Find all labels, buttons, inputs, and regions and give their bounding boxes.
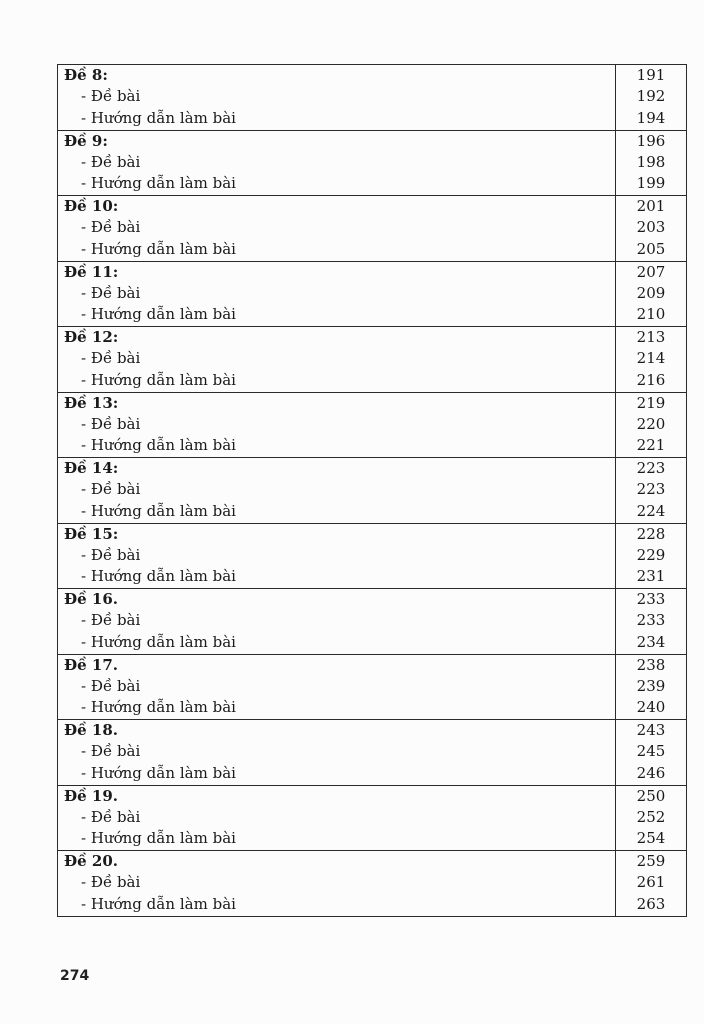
section-heading: Đề 11: [64, 262, 119, 281]
page-ref: 239 [636, 676, 666, 695]
entry-problem: - Đề bài [81, 152, 141, 171]
entry-problem: - Đề bài [81, 87, 141, 106]
section-pages [616, 65, 686, 130]
section-titles [58, 524, 616, 589]
page-number: 274 [60, 968, 90, 984]
page-ref: 238 [636, 655, 666, 674]
toc-section [58, 589, 686, 655]
section-pages [616, 786, 686, 851]
toc-section [58, 131, 686, 197]
section-pages [616, 131, 686, 196]
entry-problem: - Đề bài [81, 807, 141, 826]
entry-solution-guide: - Hướng dẫn làm bài [81, 436, 236, 455]
section-titles [58, 327, 616, 392]
entry-solution-guide: - Hướng dẫn làm bài [81, 829, 236, 848]
toc-section [58, 786, 686, 852]
page-ref: 263 [636, 894, 666, 913]
section-heading: Đề 9: [64, 131, 108, 150]
page-ref: 246 [636, 763, 666, 782]
toc-section [58, 262, 686, 328]
section-heading: Đề 15: [64, 524, 119, 543]
page-ref: 252 [636, 807, 666, 826]
section-heading: Đề 14: [64, 459, 119, 477]
entry-solution-guide: - Hướng dẫn làm bài [81, 894, 236, 913]
page-ref: 209 [636, 283, 666, 302]
page-ref: 240 [636, 698, 666, 717]
page-ref: 228 [636, 524, 666, 543]
section-titles [58, 720, 616, 785]
page-ref: 223 [636, 480, 666, 499]
page-ref: 205 [636, 239, 666, 258]
section-pages [616, 655, 686, 720]
section-heading: Đề 13: [64, 393, 119, 412]
entry-problem: - Đề bài [81, 873, 141, 892]
section-titles [58, 851, 616, 916]
section-titles [58, 589, 616, 654]
page-ref: 243 [636, 721, 666, 739]
entry-problem: - Đề bài [81, 676, 141, 695]
page-ref: 213 [636, 328, 666, 346]
entry-solution-guide: - Hướng dẫn làm bài [81, 698, 236, 717]
page-ref: 192 [636, 87, 666, 106]
page-ref: 259 [636, 852, 666, 870]
section-pages [616, 262, 686, 327]
entry-solution-guide: - Hướng dẫn làm bài [81, 108, 236, 127]
toc-section [58, 196, 686, 262]
toc-section [58, 851, 686, 917]
page-ref: 233 [636, 590, 666, 608]
section-titles [58, 786, 616, 851]
page-ref: 207 [636, 262, 666, 281]
toc-section [58, 393, 686, 459]
page-ref: 231 [636, 567, 666, 586]
section-heading: Đề 10: [64, 197, 119, 215]
section-heading: Đề 17. [64, 655, 118, 674]
table-of-contents [57, 64, 687, 917]
section-pages [616, 851, 686, 916]
entry-problem: - Đề bài [81, 611, 141, 630]
page-ref: 229 [636, 545, 666, 564]
section-pages [616, 393, 686, 458]
section-pages [616, 196, 686, 261]
section-titles [58, 262, 616, 327]
toc-section [58, 655, 686, 721]
page-ref: 201 [636, 197, 666, 215]
page-ref: 219 [636, 393, 666, 412]
toc-section [58, 524, 686, 590]
page-ref: 210 [636, 305, 666, 324]
section-pages [616, 589, 686, 654]
section-titles [58, 458, 616, 523]
entry-problem: - Đề bài [81, 349, 141, 368]
section-titles [58, 655, 616, 720]
page-ref: 245 [636, 742, 666, 761]
section-titles [58, 65, 616, 130]
section-pages [616, 327, 686, 392]
page-ref: 203 [636, 218, 666, 237]
section-heading: Đề 8: [64, 66, 108, 84]
entry-solution-guide: - Hướng dẫn làm bài [81, 370, 236, 389]
page-ref: 254 [636, 829, 666, 848]
section-titles [58, 196, 616, 261]
section-heading: Đề 18. [64, 721, 118, 739]
section-heading: Đề 20. [64, 852, 118, 870]
section-titles [58, 393, 616, 458]
page-ref: 196 [636, 131, 666, 150]
page-ref: 198 [636, 152, 666, 171]
page-ref: 224 [636, 501, 666, 520]
section-heading: Đề 16. [64, 590, 118, 608]
section-heading: Đề 12: [64, 328, 119, 346]
section-pages [616, 720, 686, 785]
entry-solution-guide: - Hướng dẫn làm bài [81, 174, 236, 193]
toc-section [58, 458, 686, 524]
entry-problem: - Đề bài [81, 414, 141, 433]
entry-solution-guide: - Hướng dẫn làm bài [81, 763, 236, 782]
page-ref: 220 [636, 414, 666, 433]
section-heading: Đề 19. [64, 786, 118, 805]
page-ref: 216 [636, 370, 666, 389]
toc-section [58, 327, 686, 393]
page-ref: 191 [636, 66, 666, 84]
section-titles [58, 131, 616, 196]
entry-solution-guide: - Hướng dẫn làm bài [81, 239, 236, 258]
page-ref: 199 [636, 174, 666, 193]
page-ref: 234 [636, 632, 666, 651]
entry-solution-guide: - Hướng dẫn làm bài [81, 501, 236, 520]
entry-solution-guide: - Hướng dẫn làm bài [81, 632, 236, 651]
toc-section [58, 65, 686, 131]
page-ref: 261 [636, 873, 666, 892]
toc-section [58, 720, 686, 786]
entry-problem: - Đề bài [81, 742, 141, 761]
entry-problem: - Đề bài [81, 480, 141, 499]
entry-solution-guide: - Hướng dẫn làm bài [81, 567, 236, 586]
page-ref: 233 [636, 611, 666, 630]
page-ref: 223 [636, 459, 666, 477]
page-ref: 250 [636, 786, 666, 805]
page-ref: 214 [636, 349, 666, 368]
page-ref: 194 [636, 108, 666, 127]
entry-problem: - Đề bài [81, 545, 141, 564]
page-ref: 221 [636, 436, 666, 455]
section-pages [616, 524, 686, 589]
entry-problem: - Đề bài [81, 218, 141, 237]
entry-problem: - Đề bài [81, 283, 141, 302]
entry-solution-guide: - Hướng dẫn làm bài [81, 305, 236, 324]
section-pages [616, 458, 686, 523]
